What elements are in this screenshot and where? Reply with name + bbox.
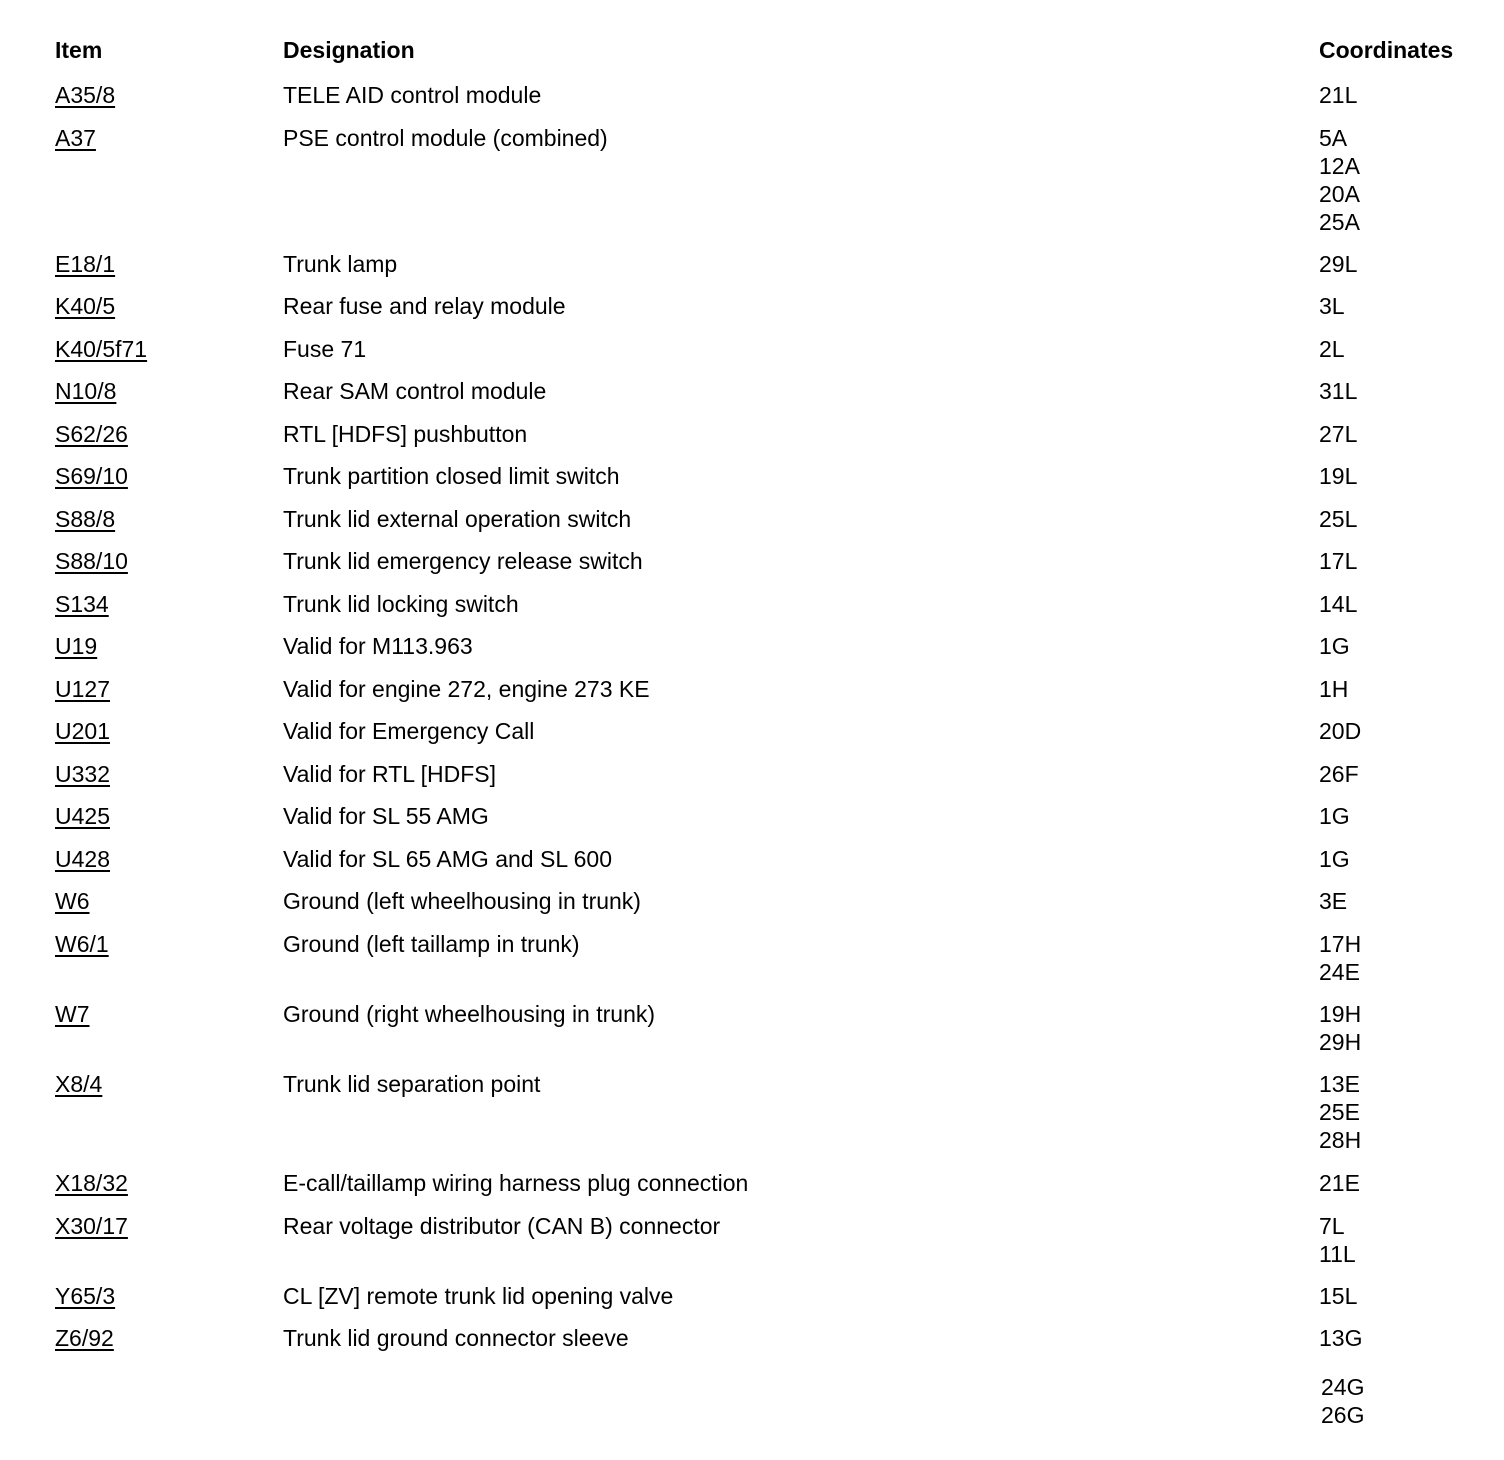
designation-text: Fuse 71 [283,336,367,362]
coordinates-cell [1319,250,1357,278]
designation-text: Rear SAM control module [283,378,547,404]
designation-text: Valid for engine 272, engine 273 KE [283,676,650,702]
designation-text: PSE control module (combined) [283,125,608,151]
designation-text: Rear fuse and relay module [283,293,566,319]
coordinates-cell [1319,845,1350,873]
designation-text: Valid for Emergency Call [283,718,535,744]
designation-text: Valid for M113.963 [283,633,473,659]
coordinates-cell [1319,547,1357,575]
coordinates-cell [1319,1282,1357,1310]
coordinates-cell [1319,887,1347,915]
coordinate-value: 25A [1319,209,1360,235]
coordinates-cell [1319,675,1348,703]
coordinates-cell [1319,930,1361,986]
designation-text: Trunk lid locking switch [283,591,519,617]
coordinates-cell [1319,335,1345,363]
coordinate-value: 26G [1321,1402,1365,1428]
coordinate-value: 21L [1319,82,1358,108]
coordinate-value: 19H [1319,1001,1362,1027]
item-link[interactable]: U19 [55,633,98,659]
designation-text: Trunk partition closed limit switch [283,463,620,489]
designation-text: Rear voltage distributor (CAN B) connector [283,1213,721,1239]
designation-text: Valid for SL 55 AMG [283,803,489,829]
coordinate-value: 21E [1319,1170,1360,1196]
header-coordinates: Coordinates [1319,37,1454,63]
coordinate-value: 2L [1319,336,1345,362]
designation-text: Ground (right wheelhousing in trunk) [283,1001,656,1027]
item-link[interactable]: K40/5f71 [55,336,148,362]
coordinate-value: 17H [1319,931,1362,957]
item-link[interactable]: X30/17 [55,1213,128,1239]
coordinates-cell [1319,505,1357,533]
coordinate-value: 27L [1319,421,1358,447]
item-link[interactable]: S62/26 [55,421,128,447]
designation-text: Ground (left taillamp in trunk) [283,931,580,957]
coordinates-cell [1319,1169,1360,1197]
item-link[interactable]: N10/8 [55,378,117,404]
coordinate-value: 11L [1319,1241,1356,1267]
coordinates-cell [1319,292,1345,320]
designation-text: Trunk lid separation point [283,1071,541,1097]
coordinate-value: 13E [1319,1071,1360,1097]
coordinate-value: 31L [1319,378,1358,404]
item-link[interactable]: A35/8 [55,82,116,108]
item-link[interactable]: U127 [55,676,110,702]
item-link[interactable]: Y65/3 [55,1283,116,1309]
item-link[interactable]: S134 [55,591,109,617]
item-link[interactable]: U201 [55,718,110,744]
item-link[interactable]: U425 [55,803,110,829]
item-link[interactable]: S88/8 [55,506,116,532]
overflow-coordinates [1321,1373,1364,1429]
item-link[interactable]: Z6/92 [55,1325,114,1351]
coordinate-value: 15L [1319,1283,1358,1309]
coordinate-value: 1G [1319,633,1350,659]
designation-text: TELE AID control module [283,82,542,108]
coordinates-cell [1319,717,1361,745]
coordinates-cell [1319,632,1350,660]
coordinate-value: 14L [1319,591,1358,617]
designation-text: CL [ZV] remote trunk lid opening valve [283,1283,674,1309]
coordinate-value: 29L [1319,251,1358,277]
coordinate-value: 7L [1319,1213,1345,1239]
designation-text: Ground (left wheelhousing in trunk) [283,888,641,914]
coordinates-cell [1319,124,1360,236]
header-item: Item [55,37,103,63]
coordinate-value: 1G [1319,803,1350,829]
designation-text: Trunk lamp [283,251,398,277]
item-link[interactable]: S69/10 [55,463,128,489]
item-link[interactable]: W6 [55,888,90,914]
item-link[interactable]: U332 [55,761,110,787]
coordinate-value: 3E [1319,888,1348,914]
coordinates-cell [1319,802,1350,830]
designation-text: Trunk lid ground connector sleeve [283,1325,629,1351]
coordinate-value: 13G [1319,1325,1363,1351]
item-link[interactable]: A37 [55,125,96,151]
designation-text: Trunk lid external operation switch [283,506,632,532]
item-link[interactable]: W7 [55,1001,90,1027]
coordinate-value: 1H [1319,676,1349,702]
designation-text: RTL [HDFS] pushbutton [283,421,528,447]
coordinate-value: 29H [1319,1029,1362,1055]
coordinate-value: 28H [1319,1127,1362,1153]
coordinate-value: 24G [1321,1374,1365,1400]
coordinates-cell [1319,1000,1361,1056]
coordinates-cell [1319,462,1357,490]
header-designation: Designation [283,37,415,63]
coordinate-value: 25E [1319,1099,1360,1125]
coordinate-value: 24E [1319,959,1360,985]
coordinates-cell [1319,81,1357,109]
coordinates-cell [1319,377,1357,405]
item-link[interactable]: E18/1 [55,251,116,277]
coordinate-value: 1G [1319,846,1350,872]
item-link[interactable]: X18/32 [55,1170,128,1196]
item-link[interactable]: W6/1 [55,931,109,957]
designation-text: E-call/taillamp wiring harness plug connection [283,1170,749,1196]
coordinate-value: 20A [1319,181,1360,207]
coordinate-value: 17L [1319,548,1358,574]
item-link[interactable]: S88/10 [55,548,128,574]
coordinate-value: 20D [1319,718,1362,744]
coordinates-cell [1319,1070,1361,1154]
item-link[interactable]: K40/5 [55,293,116,319]
coordinate-value: 12A [1319,153,1360,179]
item-link[interactable]: X8/4 [55,1071,103,1097]
coordinate-value: 25L [1319,506,1358,532]
coordinates-cell [1319,1324,1362,1352]
coordinate-value: 3L [1319,293,1345,319]
designation-text: Trunk lid emergency release switch [283,548,643,574]
item-link[interactable]: U428 [55,846,110,872]
coordinates-cell [1319,760,1359,788]
coordinates-cell [1319,420,1357,448]
coordinates-cell [1319,1212,1356,1268]
designation-text: Valid for RTL [HDFS] [283,761,497,787]
coordinates-cell [1319,590,1357,618]
coordinate-value: 26F [1319,761,1359,787]
coordinate-value: 19L [1319,463,1358,489]
designation-text: Valid for SL 65 AMG and SL 600 [283,846,613,872]
coordinate-value: 5A [1319,125,1348,151]
